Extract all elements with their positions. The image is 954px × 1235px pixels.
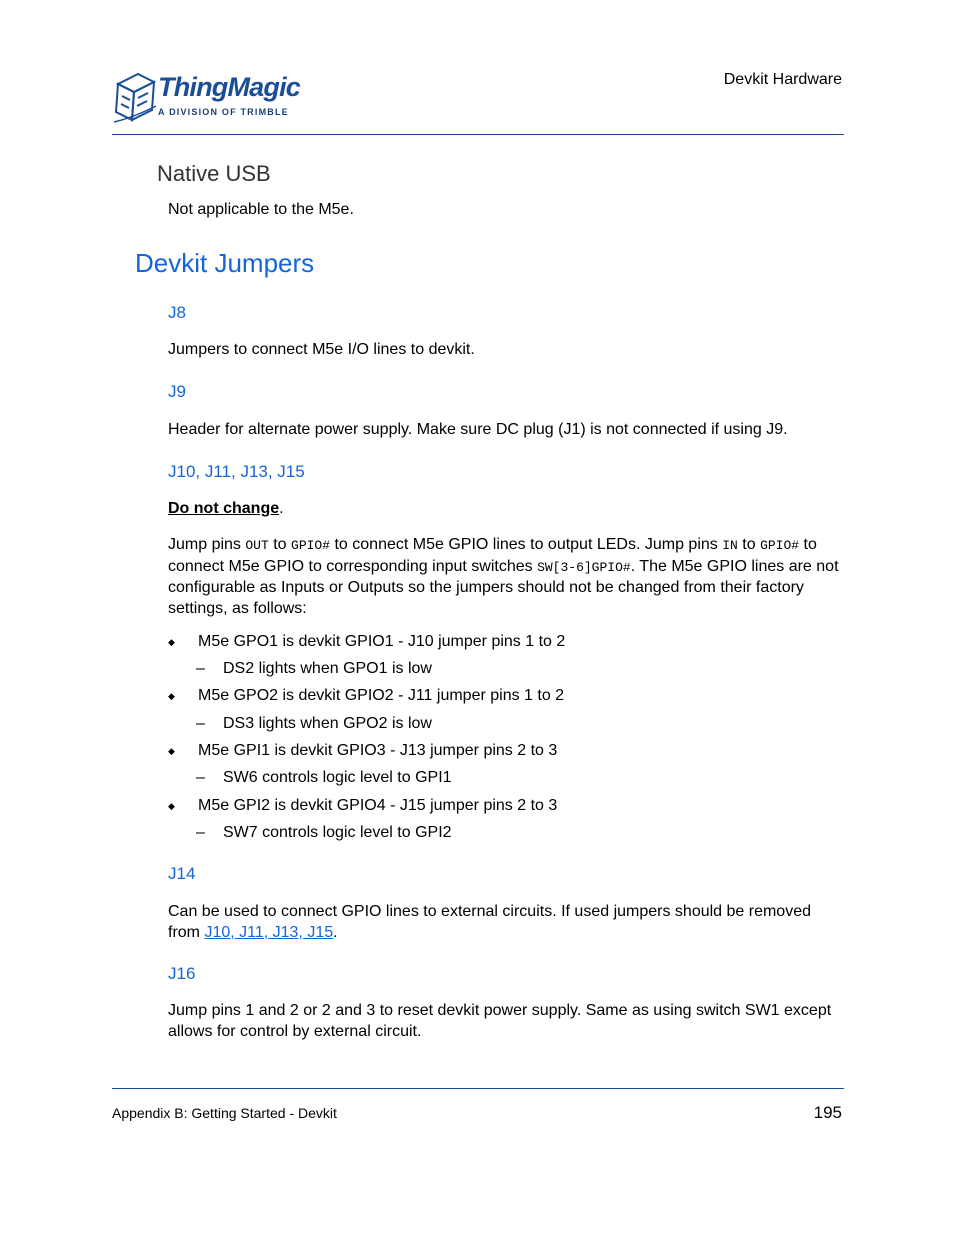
footer-chapter: Appendix B: Getting Started - Devkit [112,1105,337,1121]
para-text: . The M5e GPIO lines are not configurable as Inputs or Outputs so the jumpers should not be changed from their factory settings, as follows: [168,557,839,617]
para-text: to connect M5e GPIO lines to output LEDs. Jump pins [330,536,723,553]
sub-list-item-text: SW6 controls logic level to GPI1 [223,769,452,786]
list-item-text: M5e GPO2 is devkit GPIO2 - J11 jumper pins 1 to 2 [198,687,565,704]
footer-divider [112,1088,844,1089]
j14-heading: J14 [168,864,196,883]
j16-text: Jump pins 1 and 2 or 2 and 3 to reset devkit power supply. Same as using switch SW1 except allows for control by external circuit. [168,1002,832,1040]
list-item-text: M5e GPO1 is devkit GPIO1 - J10 jumper pins 1 to 2 [198,633,566,650]
bullet-icon: ◆ [168,746,175,756]
header-section-title: Devkit Hardware [723,71,842,88]
dash-icon: – [196,824,205,841]
bullet-icon: ◆ [168,691,175,701]
jumper-description [168,535,844,619]
warning-line [168,499,844,520]
thingmagic-logo [112,66,312,128]
header-divider [112,134,844,135]
para-text: to [737,536,761,553]
sub-list-item-text: DS3 lights when GPO2 is low [223,715,432,732]
dash-icon: – [196,660,205,677]
cube-logo-icon [112,66,158,124]
j14-text-end: . [333,923,338,941]
j10-j11-j13-j15-heading: J10, J11, J13, J15 [168,462,305,481]
list-item-text: M5e GPI1 is devkit GPIO3 - J13 jumper pins 2 to 3 [198,742,558,759]
j9-text: Header for alternate power supply. Make sure DC plug (J1) is not connected if using J9. [168,421,788,438]
j14-text-body: Can be used to connect GPIO lines to external circuits. If used jumpers should be removed from [168,903,811,941]
brand-name: ThingMagic [158,72,300,102]
sub-list-item-text: SW7 controls logic level to GPI2 [223,824,452,841]
j8-heading: J8 [168,303,186,322]
code-out: OUT [245,538,269,553]
j10-j11-j13-j15-link[interactable]: J10, J11, J13, J15 [204,923,334,941]
sub-list-item-text: DS2 lights when GPO1 is low [223,660,432,677]
j8-text: Jumpers to connect M5e I/O lines to devkit. [168,341,475,358]
para-text: to connect M5e GPIO to corresponding input switches [168,536,817,575]
bullet-icon: ◆ [168,801,175,811]
code-sw-gpio: SW[3-6]GPIO# [537,559,631,575]
native-usb-heading: Native USB [157,161,271,186]
bullet-icon: ◆ [168,637,175,647]
j14-text [168,902,844,943]
para-text: Jump pins [168,536,246,553]
dash-icon: – [196,715,205,732]
para-text: to [268,536,292,553]
code-gpio: GPIO# [291,538,331,553]
j16-heading: J16 [168,964,196,983]
native-usb-text: Not applicable to the M5e. [168,201,354,218]
dash-icon: – [196,769,205,786]
devkit-jumpers-heading: Devkit Jumpers [135,248,315,278]
page-number: 195 [813,1103,842,1122]
brand-tagline: A DIVISION OF TRIMBLE [158,107,289,117]
list-item-text: M5e GPI2 is devkit GPIO4 - J15 jumper pins 2 to 3 [198,797,558,814]
code-gpio: GPIO# [760,538,800,553]
code-in: IN [722,538,738,553]
do-not-change-warning: Do not change [168,500,280,517]
warning-period: . [279,500,284,517]
j9-heading: J9 [168,382,186,401]
